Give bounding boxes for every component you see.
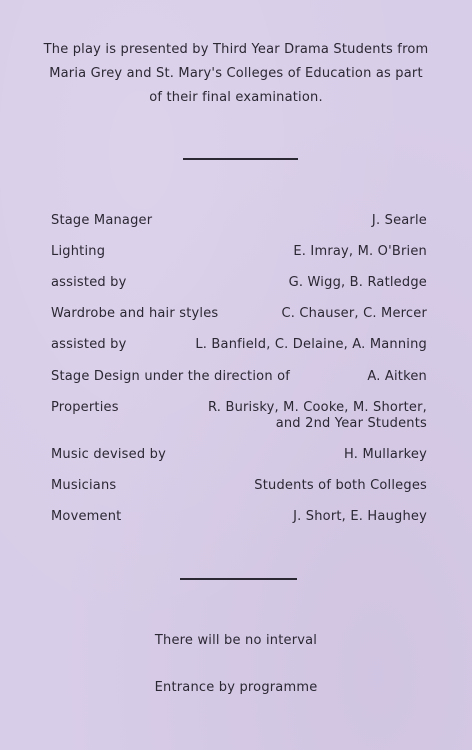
credit-names: C. Chauser, C. Mercer (281, 306, 427, 321)
credit-names: A. Aitken (367, 369, 427, 384)
interval-notice: There will be no interval (154, 633, 318, 648)
credit-names: L. Banfield, C. Delaine, A. Manning (195, 337, 427, 352)
credit-role: Lighting (51, 244, 106, 259)
credit-names: G. Wigg, B. Ratledge (288, 275, 427, 290)
intro-line: The play is presented by Third Year Drama Students from (43, 42, 429, 57)
credit-role: assisted by (51, 275, 127, 290)
credit-role: Musicians (51, 478, 117, 493)
credit-names: J. Short, E. Haughey (293, 509, 427, 524)
credit-names: Students of both Colleges (254, 478, 427, 493)
credit-role: Movement (51, 509, 122, 524)
divider-top (183, 158, 298, 160)
intro-line: of their final examination. (149, 90, 323, 105)
credit-names: H. Mullarkey (344, 447, 427, 462)
credit-names: J. Searle (371, 213, 427, 228)
credit-role: Stage Manager (51, 213, 153, 228)
credit-role: Music devised by (51, 447, 166, 462)
credit-role: assisted by (51, 337, 127, 352)
credit-role: Properties (51, 400, 119, 415)
entrance-notice: Entrance by programme (154, 680, 318, 695)
divider-bottom (180, 578, 297, 580)
credit-role: Stage Design under the direction of (51, 369, 291, 384)
intro-paragraph (40, 38, 432, 110)
credit-role: Wardrobe and hair styles (51, 306, 219, 321)
credit-names: R. Burisky, M. Cooke, M. Shorter, (208, 400, 427, 415)
credit-names: E. Imray, M. O'Brien (293, 244, 427, 259)
intro-line: Maria Grey and St. Mary's Colleges of Education as part (49, 66, 423, 81)
credit-names-continued: and 2nd Year Students (275, 416, 427, 431)
